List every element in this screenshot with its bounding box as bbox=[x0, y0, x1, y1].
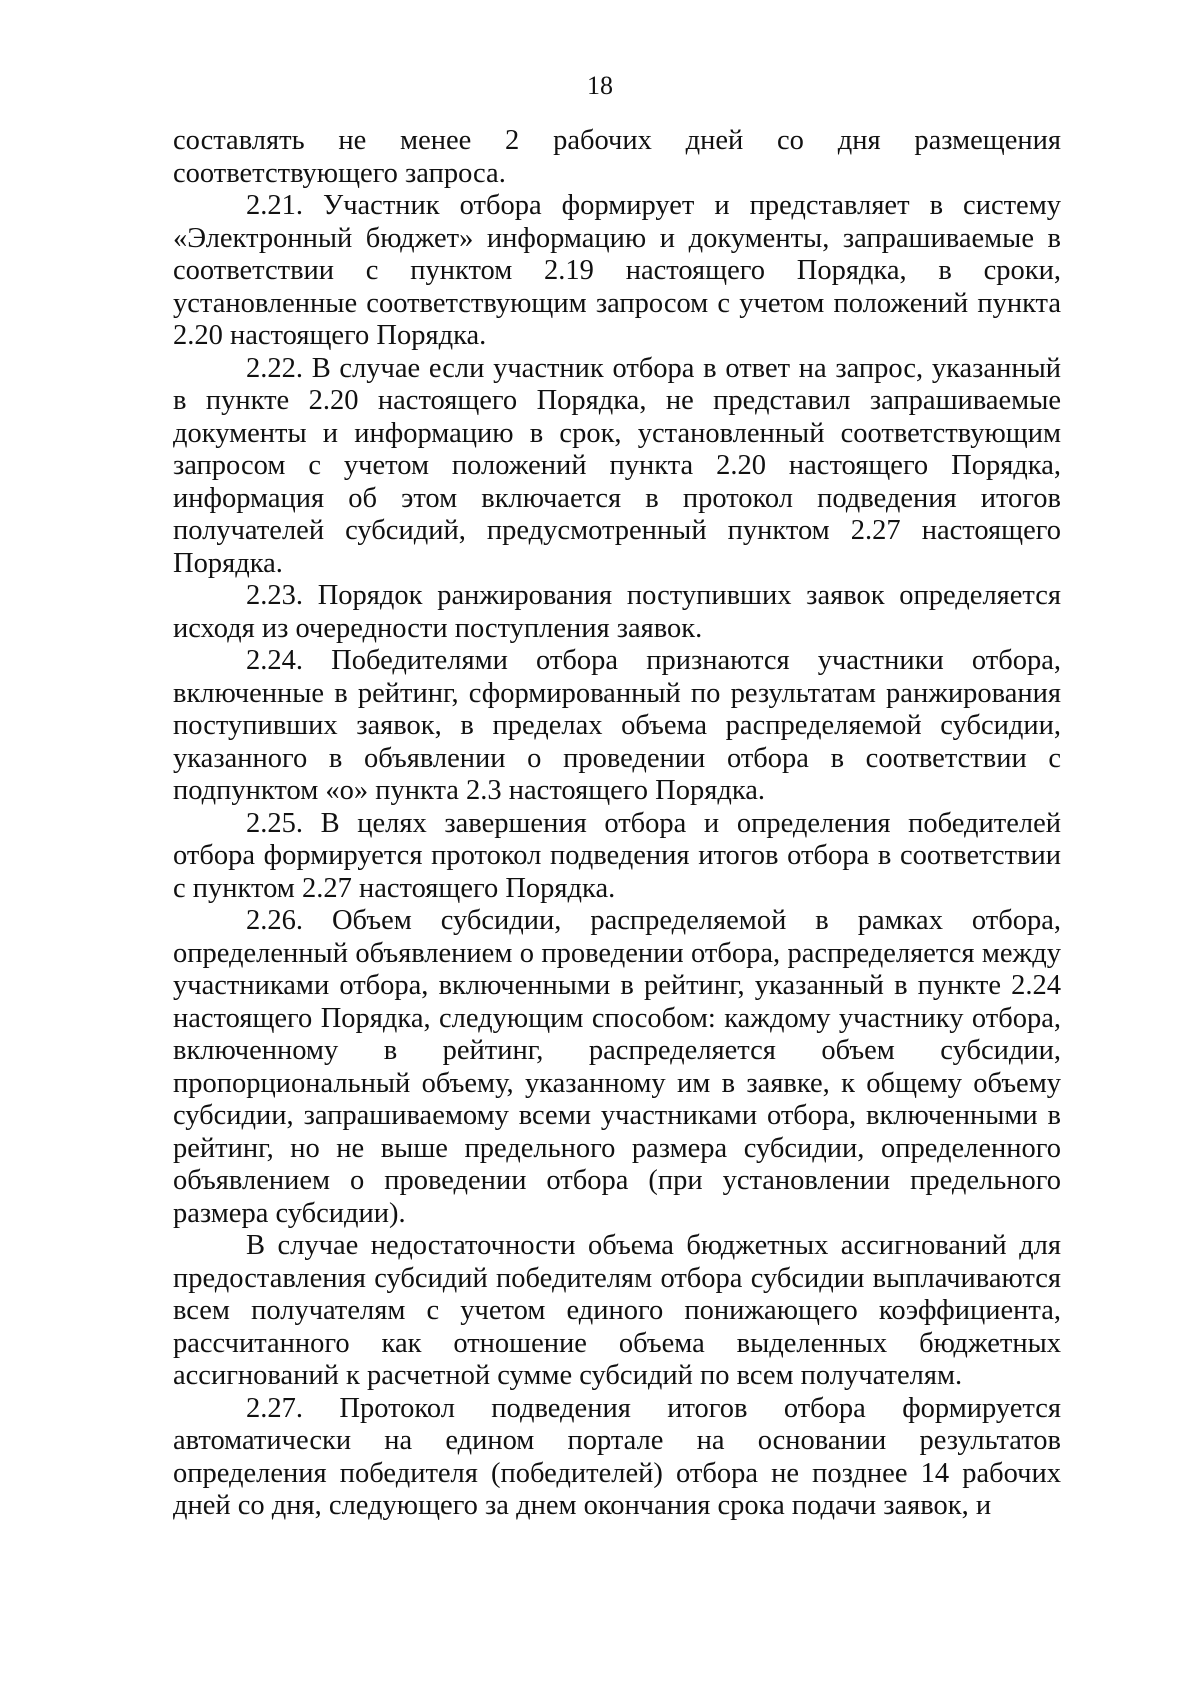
paragraph-2-26-continuation: В случае недостаточности объема бюджетных ассигнований для предоставления субсидий победителям отбора субсидии выплачиваются всем получателям с учетом единого понижающего коэффициента, рассчитанного как отношение объема выделенных бюджетных ассигнований к расчетной сумме субсидий по всем получателям. bbox=[173, 1230, 1061, 1391]
paragraph-2-26: 2.26. Объем субсидии, распределяемой в рамках отбора, определенный объявлением о проведении отбора, распределяется между участниками отбора, включенными в рейтинг, указанный в пункте 2.24 настоящего Порядка, следующим способом: каждому участнику отбора, включенному в рейтинг, распределяется объем субсидии, пропорциональный объему, указанному им в заявке, к общему объему субсидии, запрашиваемому всеми участниками отбора, включенными в рейтинг, но не выше предельного размера субсидии, определенного объявлением о проведении отбора (при установлении предельного размера субсидии). bbox=[173, 905, 1061, 1229]
document-body bbox=[173, 125, 1061, 1523]
page-number: 18 bbox=[587, 71, 613, 100]
paragraph-2-23: 2.23. Порядок ранжирования поступивших заявок определяется исходя из очередности поступления заявок. bbox=[173, 580, 1061, 644]
paragraph-2-27: 2.27. Протокол подведения итогов отбора формируется автоматически на едином портале на основании результатов определения победителя (победителей) отбора не позднее 14 рабочих дней со дня, следующего за днем окончания срока подачи заявок, и bbox=[173, 1392, 1061, 1521]
paragraph-continuation: составлять не менее 2 рабочих дней со дня размещения соответствующего запроса. bbox=[173, 125, 1061, 189]
paragraph-2-24: 2.24. Победителями отбора признаются участники отбора, включенные в рейтинг, сформированный по результатам ранжирования поступивших заявок, в пределах объема распределяемой субсидии, указанного в объявлении о проведении отбора в соответствии с подпунктом «о» пункта 2.3 настоящего Порядка. bbox=[173, 645, 1061, 806]
paragraph-2-21: 2.21. Участник отбора формирует и представляет в систему «Электронный бюджет» информацию и документы, запрашиваемые в соответствии с пунктом 2.19 настоящего Порядка, в сроки, установленные соответствующим запросом с учетом положений пункта 2.20 настоящего Порядка. bbox=[173, 190, 1061, 351]
paragraph-2-25: 2.25. В целях завершения отбора и определения победителей отбора формируется протокол подведения итогов отбора в соответствии с пунктом 2.27 настоящего Порядка. bbox=[173, 807, 1061, 904]
paragraph-2-22: 2.22. В случае если участник отбора в ответ на запрос, указанный в пункте 2.20 настоящего Порядка, не представил запрашиваемые документы и информацию в срок, установленный соответствующим запросом с учетом положений пункта 2.20 настоящего Порядка, информация об этом включается в протокол подведения итогов получателей субсидий, предусмотренный пунктом 2.27 настоящего Порядка. bbox=[173, 352, 1061, 579]
